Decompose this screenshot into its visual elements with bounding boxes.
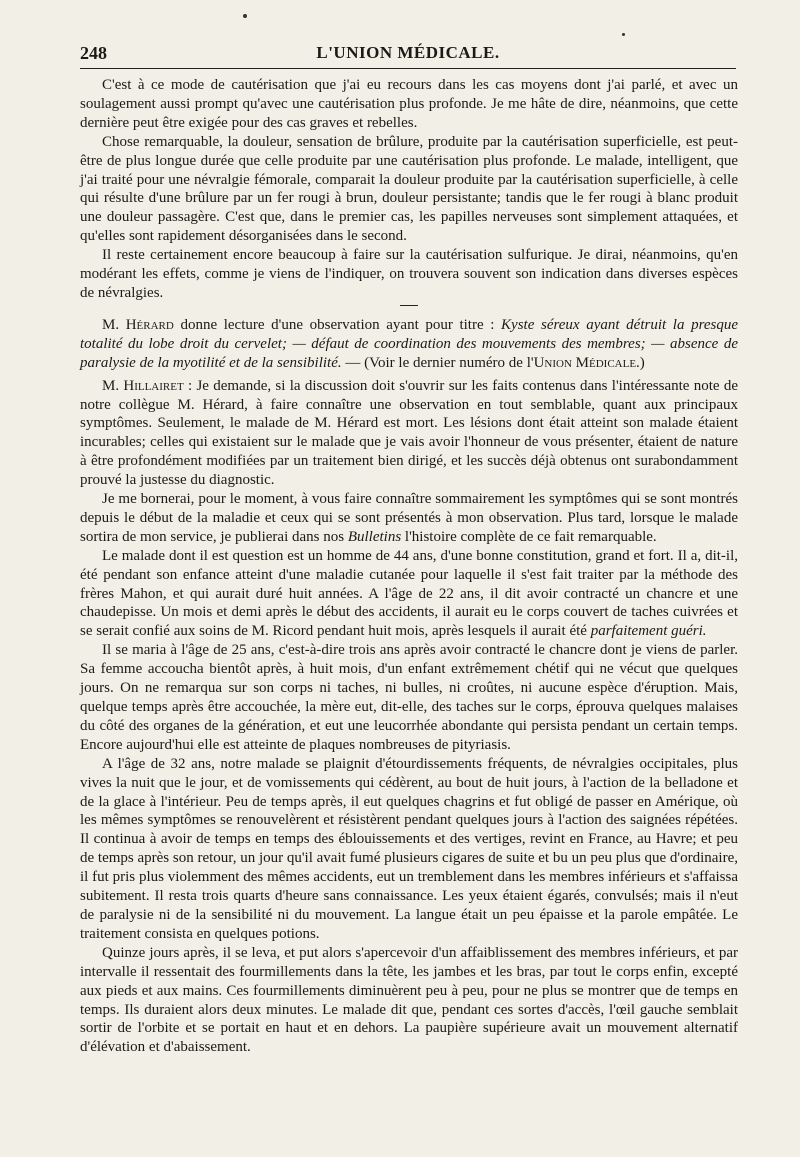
section-separator	[400, 305, 418, 316]
article-body	[80, 76, 738, 1057]
paragraph-herard	[80, 316, 738, 373]
paragraph-text: .)	[636, 354, 645, 371]
observation-title: Kyste séreux ayant détruit la presque totalité du lobe droit du cervelet; — défaut de coordination des mouvements des membres; — absence de paralysie de la myotilité et de la sensibilité.	[80, 316, 739, 371]
paragraph: C'est à ce mode de cautérisation que j'ai eu recours dans les cas moyens dont j'ai parlé, et avec un soulagement aussi prompt qu'avec une cautérisation plus profonde. Je me hâte de dire, néanmoins, que cette dernière peut être exigée pour des cas graves et rebelles.	[80, 77, 738, 131]
speaker-name: M. Hérard	[102, 316, 174, 333]
printer-dot-mark	[622, 33, 625, 36]
paragraph-text: Je me bornerai, pour le moment, à vous faire connaître sommairement les symptômes qui se sont montrés depuis le début de la maladie et ceux qui se sont présentés à mon observation. Plus tard, lorsque le malade sortira de mon service, je publierai dans nos	[80, 491, 738, 545]
paragraph: Chose remarquable, la douleur, sensation de brûlure, produite par la cautérisation superficielle, est peut-être de plus longue durée que celle produite par une cautérisation plus profonde. Le malade, intelligent, que j'ai traité pour une névralgie fémorale, comparait la douleur produite par la cautérisation superficielle, à celle qui résulte d'une brûlure par un fer rougi à brun, douleur persistante; tandis que le fer rougi à blanc produit une douleur passagère. C'est que, dans le premier cas, les papilles nerveuses sont simplement attaquées, et qu'elles sont rapidement désorganisées dans le second.	[80, 133, 738, 245]
paragraph: Il reste certainement encore beaucoup à faire sur la cautérisation sulfurique. Je dirai, néanmoins, qu'en modérant les effets, comme je viens de l'indiquer, on trouvera souvent son indication dans diverses espèces de névralgies.	[80, 247, 738, 301]
header-rule	[80, 68, 736, 69]
italic-term: parfaitement guéri.	[590, 623, 707, 640]
paragraph	[80, 547, 738, 642]
paragraph-text: Le malade dont il est question est un homme de 44 ans, d'une bonne constitution, grand et fort. Il a, dit-il, été pendant son enfance atteint d'une maladie cutanée pour laquelle il s'est fait traiter par la méthode des frères Mahon, et qui aurait duré huit années. A l'âge de 22 ans, il dit avoir contracté un chancre et une chaudepisse. Un mois et demi après le début des accidents, il aurait eu le corps couvert de taches cuivrées et se serait confié aux soins de M. Ricord pendant huit mois, après lesquels il aurait été	[80, 547, 738, 640]
page-number: 248	[80, 43, 107, 63]
paragraph-text: — (Voir le dernier numéro de l'	[345, 354, 534, 371]
paragraph: Quinze jours après, il se leva, et put alors s'apercevoir d'un affaiblissement des membres inférieurs, et par intervalle il ressentait des fourmillements dans la tête, les jambes et les bras, par tout le corps enfin, excepté aux pieds et aux mains. Ces fourmillements diminuèrent peu à peu, pour ne plus se montrer que de temps en temps. Ils duraient alors deux minutes. Le malade dit que, pendant ces sortes d'accès, l'œil gauche semblait sortir de l'orbite et se portait en haut et en dehors. La paupière supérieure avait un mouvement alternatif d'élévation et d'abaissement.	[80, 944, 738, 1056]
paragraph-text: : Je demande, si la discussion doit s'ouvrir sur les faits contenus dans l'intéressante note de notre collègue M. Hérard, à faire connaître une observation en tout semblable, quant aux principaux symptômes. Seulement, le malade de M. Hérard est mort. Les lésions dont était atteint son malade étaient incurables; celles qui existaient sur le malade que je vais avoir l'honneur de vous présenter, étaient de nature à être profondément modifiées par un traitement bien dirigé, et les succès déjà obtenus ont surabondamment prouvé la justesse du diagnostic.	[80, 377, 739, 489]
paragraph	[80, 490, 738, 547]
italic-term: Bulletins	[347, 528, 402, 545]
running-title: L'UNION MÉDICALE.	[316, 43, 500, 62]
printer-dot-mark	[243, 14, 247, 18]
paragraph: A l'âge de 32 ans, notre malade se plaignit d'étourdissements fréquents, de névralgies occipitales, plus vives la nuit que le jour, et de vomissements qui cédèrent, au bout de huit jours, à l'action de la belladone et de la glace à l'intérieur. Peu de temps après, il eut quelques chagrins et fut obligé de passer en Amérique, où les mêmes symptômes se renouvelèrent et résistèrent pendant quelques jours à l'action des saignées répétées. Il continua à avoir de temps en temps des éblouissements et des vertiges, revint en France, au Havre; et peu de temps après son retour, un jour qu'il avait fumé plusieurs cigares de suite et bu un peu plus que d'ordinaire, il fut pris plus violemment des mêmes accidents, eut un tremblement dans les membres inférieurs et s'affaissa subitement. Il resta trois quarts d'heure sans connaissance. Les yeux étaient égarés, convulsés; mais il n'eut de paralysie ni de la sensibilité ni du mouvement. La langue était un peu épaisse et la parole empâtée. Le traitement consista en quelques potions.	[80, 755, 738, 942]
paragraph-hillairet	[80, 377, 738, 490]
paragraph-text: l'histoire complète de ce fait remarquable.	[404, 528, 657, 545]
paragraph-text: donne lecture d'une observation ayant pour titre :	[180, 316, 495, 333]
paragraph: Il se maria à l'âge de 25 ans, c'est-à-dire trois ans après avoir contracté le chancre dont je viens de parler. Sa femme accoucha bientôt après, à huit mois, d'un enfant extrêmement chétif qui ne vécut que quelques jours. On ne remarqua sur son corps ni taches, ni bulles, ni croûtes, ni aucune espèce d'éruption. Mais, quelque temps après être accouchée, la mère eut, dit-elle, des taches sur le corps, éprouva quelques malaises du côté des organes de la génération, et eut une leucorrhée abondante qui persista pendant un certain temps. Encore aujourd'hui elle est atteinte de plaques nombreuses de pityriasis.	[80, 642, 738, 753]
page-header	[80, 40, 736, 64]
journal-name: Union Médicale	[533, 354, 637, 371]
speaker-name: M. Hillairet	[102, 377, 184, 394]
